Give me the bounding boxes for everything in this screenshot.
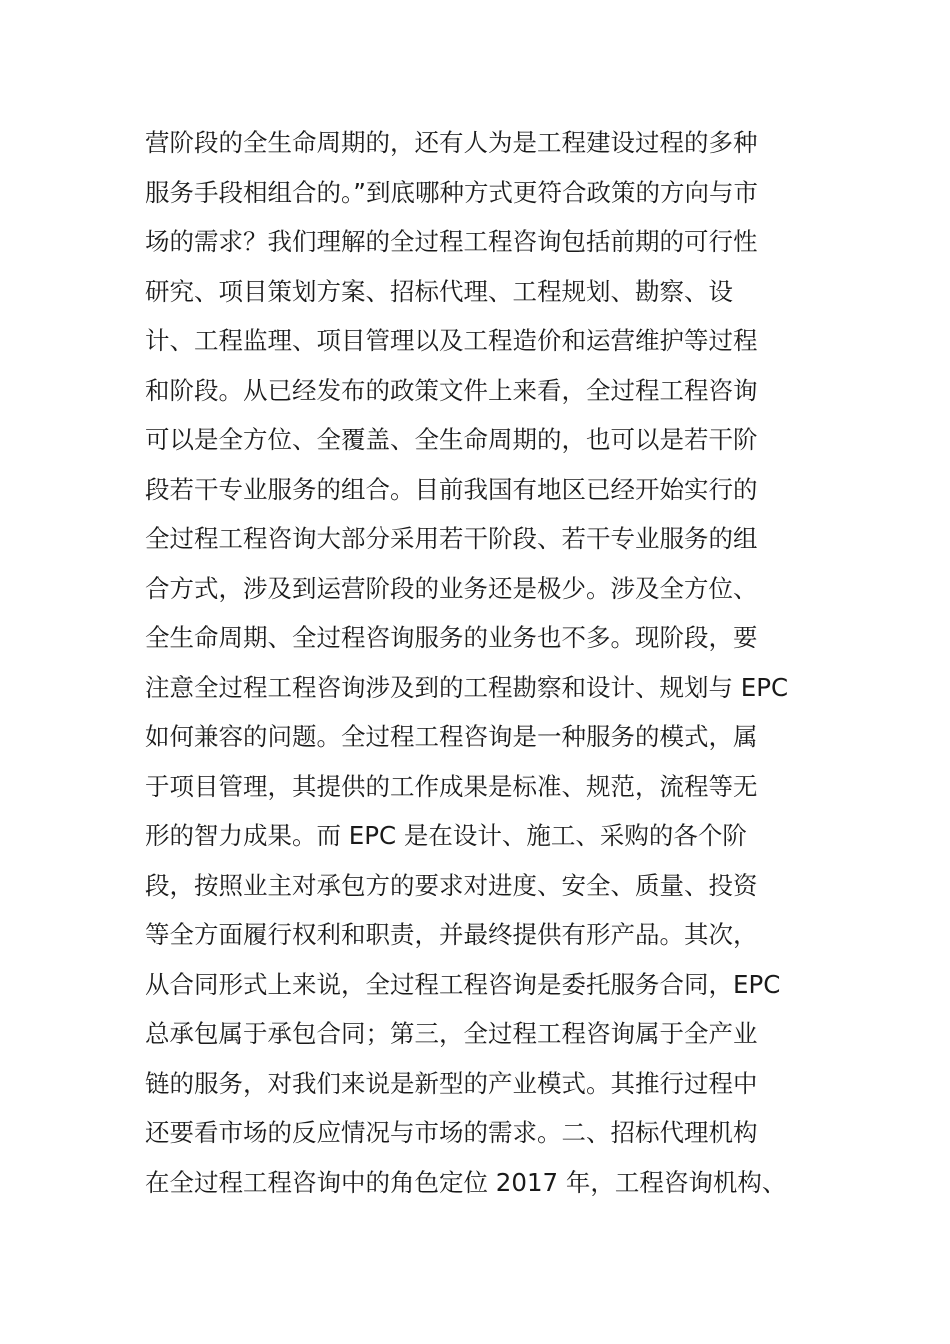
text-line-18: 从合同形式上来说，全过程工程咨询是委托服务合同，EPC [145, 969, 781, 999]
text-line-4: 研究、项目策划方案、招标代理、工程规划、勘察、设 [145, 276, 733, 306]
text-line-2: 服务手段相组合的。”到底哪种方式更符合政策的方向与市 [145, 177, 758, 207]
text-line-6: 和阶段。从已经发布的政策文件上来看，全过程工程咨询 [145, 375, 758, 405]
text-line-15: 形的智力成果。而 EPC 是在设计、施工、采购的各个阶 [145, 821, 747, 850]
text-line-11: 全生命周期、全过程咨询服务的业务也不多。现阶段，要 [145, 623, 758, 652]
text-line-10: 合方式，涉及到运营阶段的业务还是极少。涉及全方位、 [145, 573, 758, 603]
text-line-1: 营阶段的全生命周期的，还有人为是工程建设过程的多种 [145, 128, 758, 157]
text-line-19: 总承包属于承包合同；第三，全过程工程咨询属于全产业 [145, 1019, 758, 1048]
text-line-5: 计、工程监理、项目管理以及工程造价和运营维护等过程 [145, 326, 758, 355]
text-line-13: 如何兼容的问题。全过程工程咨询是一种服务的模式，属 [145, 722, 758, 751]
text-line-22: 在全过程工程咨询中的角色定位 2017 年，工程咨询机构、 [145, 1167, 787, 1197]
text-line-17: 等全方面履行权利和职责，并最终提供有形产品。其次， [145, 920, 758, 949]
text-line-8: 段若干专业服务的组合。目前我国有地区已经开始实行的 [145, 474, 758, 504]
text-line-3: 场的需求？我们理解的全过程工程咨询包括前期的可行性 [145, 227, 758, 256]
text-line-20: 链的服务，对我们来说是新型的产业模式。其推行过程中 [145, 1068, 758, 1098]
text-line-14: 于项目管理，其提供的工作成果是标准、规范，流程等无 [145, 771, 758, 801]
body-text [145, 118, 825, 1207]
text-line-9: 全过程工程咨询大部分采用若干阶段、若干专业服务的组 [145, 524, 758, 553]
text-line-7: 可以是全方位、全覆盖、全生命周期的，也可以是若干阶 [145, 425, 758, 454]
text-line-21: 还要看市场的反应情况与市场的需求。二、招标代理机构 [145, 1118, 758, 1147]
text-line-16: 段，按照业主对承包方的要求对进度、安全、质量、投资 [145, 870, 758, 900]
text-line-12: 注意全过程工程咨询涉及到的工程勘察和设计、规划与 EPC [145, 672, 789, 702]
